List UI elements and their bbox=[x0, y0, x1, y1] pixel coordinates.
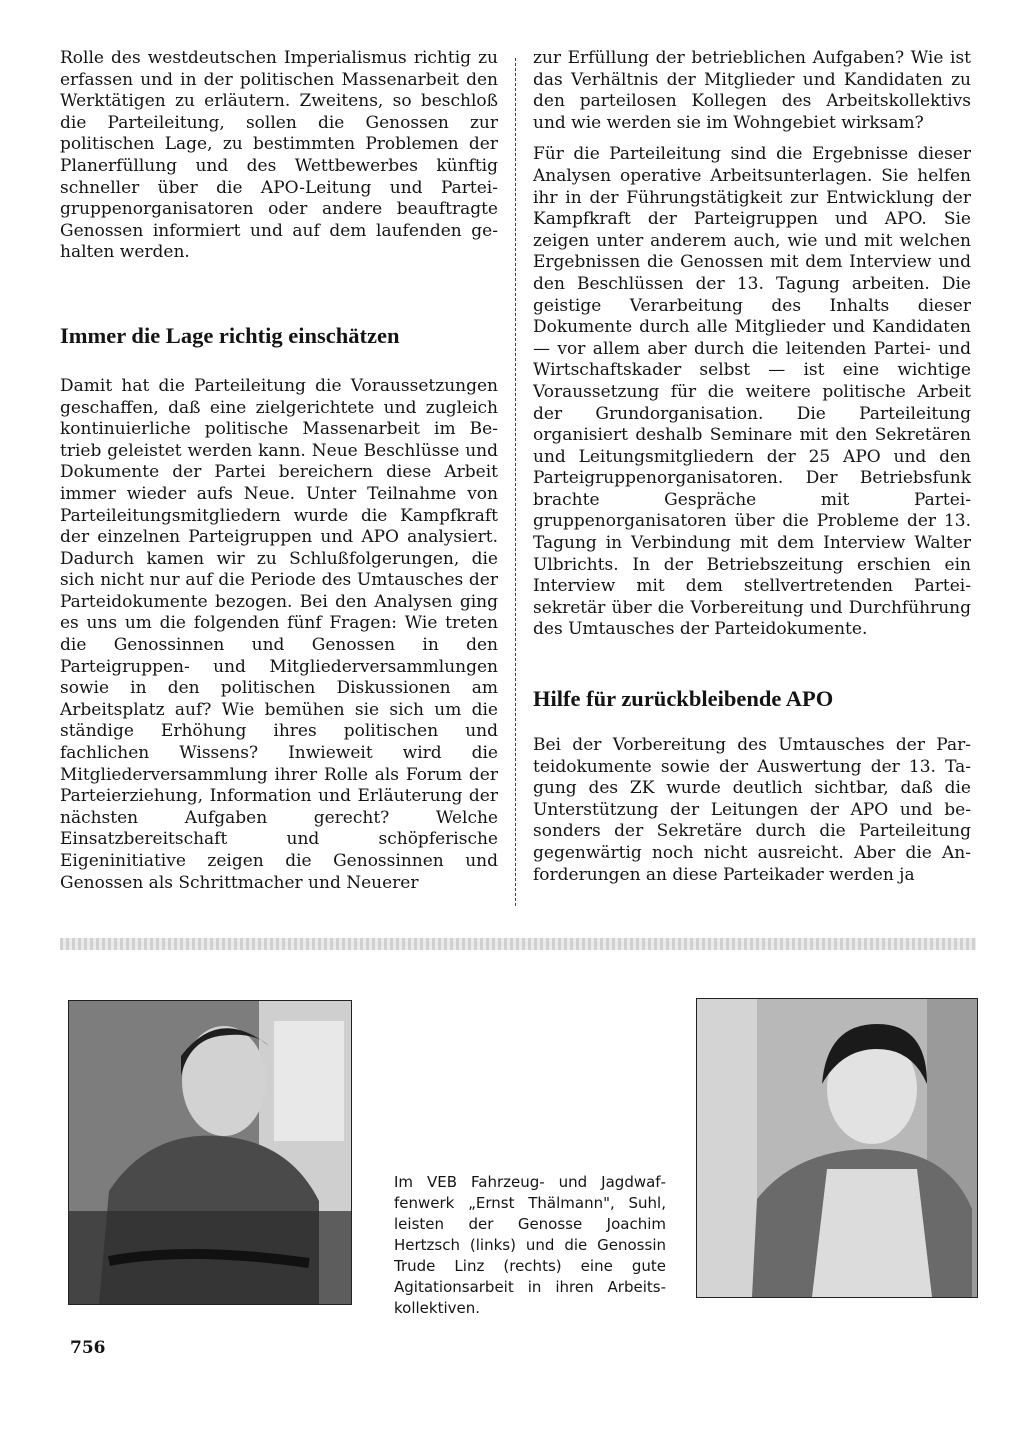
paragraph-support: Bei der Vorbereitung des Umtausches der Parteidokumente sowie der Auswertung der 13. Tagung des ZK wurde deutlich sichtbar, daß die Unterstützung der Leitungen der APO und besonders der Sekretäre durch die Parteileitung gegenwärtig noch nicht ausreicht. Aber die Anforderungen an diese Parteikader werden ja bbox=[533, 735, 971, 885]
photo-man-illustration bbox=[69, 1001, 351, 1304]
left-column bbox=[60, 48, 498, 894]
section-heading-lage: Immer die Lage richtig einschätzen bbox=[60, 322, 400, 348]
photo-woman-illustration bbox=[697, 999, 977, 1297]
intro-paragraph: Rolle des westdeutschen Imperialismus richtig zu erfassen und in der politischen Massenarbeit den Werktätigen zu erläutern. Zweitens, so beschloß die Parteileitung, sollen die Genossen zur politischen Lage, zu bestimmten Problemen der Planerfüllung und des Wettbewerbes künftig schneller über die APO-Leitung und Parteigruppenorganisatoren oder andere beauftragte Genossen informiert und auf dem laufenden gehalten werden. bbox=[60, 48, 498, 263]
right-column bbox=[533, 48, 971, 886]
photo-worker-man bbox=[68, 1000, 352, 1305]
photo-worker-woman bbox=[696, 998, 978, 1298]
section-separator bbox=[60, 938, 976, 950]
photo-caption: Im VEB Fahrzeug- und Jagdwaffenwerk „Ernst Thälmann", Suhl, leisten der Genosse Joachim Hertzsch (links) und die Genossin Trude Linz (rechts) eine gute Agitationsarbeit in ihren Arbeitskollektiven. bbox=[394, 1173, 666, 1317]
paragraph-analysis: Für die Parteileitung sind die Ergebnisse dieser Analysen operative Arbeitsunterlagen. Sie helfen ihr in der Führungstätigkeit zur Entwicklung der Kampfkraft der Parteigruppen und APO. Sie zeigen unter anderem auch, wie und mit welchen Ergebnissen die Genossen mit dem Interview und den Beschlüssen der 13. Tagung arbeiten. Die geistige Verarbeitung des Inhalts dieser Dokumente durch alle Mitglieder und Kandidaten — vor allem aber durch die leitenden Partei- und Wirtschaftskader selbst — ist eine wichtige Voraussetzung für die weitere politische Arbeit der Grundorganisation. Die Parteileitung organisiert deshalb Seminare mit den Sekretären und Leitungsmitgliedern der 25 APO und den Parteigruppenorganisatoren. Der Betriebsfunk brachte Gespräche mit Parteigruppenorganisatoren über die Probleme der 13. Tagung in Verbindung mit dem Interview Walter Ulbrichts. In der Betriebszeitung erschien ein Interview mit dem stellvertretenden Parteisekretär über die Vorbereitung und Durchführung des Umtausches der Parteidokumente. bbox=[533, 144, 971, 640]
column-divider bbox=[515, 58, 517, 906]
body-paragraph: Damit hat die Parteileitung die Voraussetzungen geschaffen, daß eine zielgerichtete und zugleich kontinuierliche politische Massenarbeit im Betrieb geleistet werden kann. Neue Beschlüsse und Dokumente der Partei bereichern diese Arbeit immer wieder aufs Neue. Unter Teilnahme von Parteileitungsmitgliedern wurde die Kampfkraft der einzelnen Parteigruppen und APO analysiert. Dadurch kamen wir zu Schlußfolgerungen, die sich nicht nur auf die Periode des Umtausches der Parteidokumente bezogen. Bei den Analysen ging es uns um die folgenden fünf Fragen: Wie treten die Genossinnen und Genossen in den Parteigruppen- und Mitgliederversammlungen sowie in den politischen Diskussionen am Arbeitsplatz auf? Wie bemühen sie sich um die ständige Erhöhung ihres politischen und fachlichen Wissens? Inwieweit wird die Mitgliederversammlung ihrer Rolle als Forum der Parteierziehung, Information und Erläuterung der nächsten Aufgaben gerecht? Welche Einsatzbereitschaft und schöpferische Eigeninitiative zeigen die Genossinnen und Genossen als Schrittmacher und Neuerer bbox=[60, 375, 498, 893]
section-heading-hilfe: Hilfe für zurückbleibende APO bbox=[533, 686, 834, 712]
page-number: 756 bbox=[70, 1338, 106, 1358]
paragraph-questions-end: zur Erfüllung der betrieblichen Aufgaben? Wie ist das Verhältnis der Mitglieder und Kandidaten zu den parteilosen Kollegen des Arbeitskollektivs und wie werden sie im Wohngebiet wirksam? bbox=[533, 48, 971, 133]
